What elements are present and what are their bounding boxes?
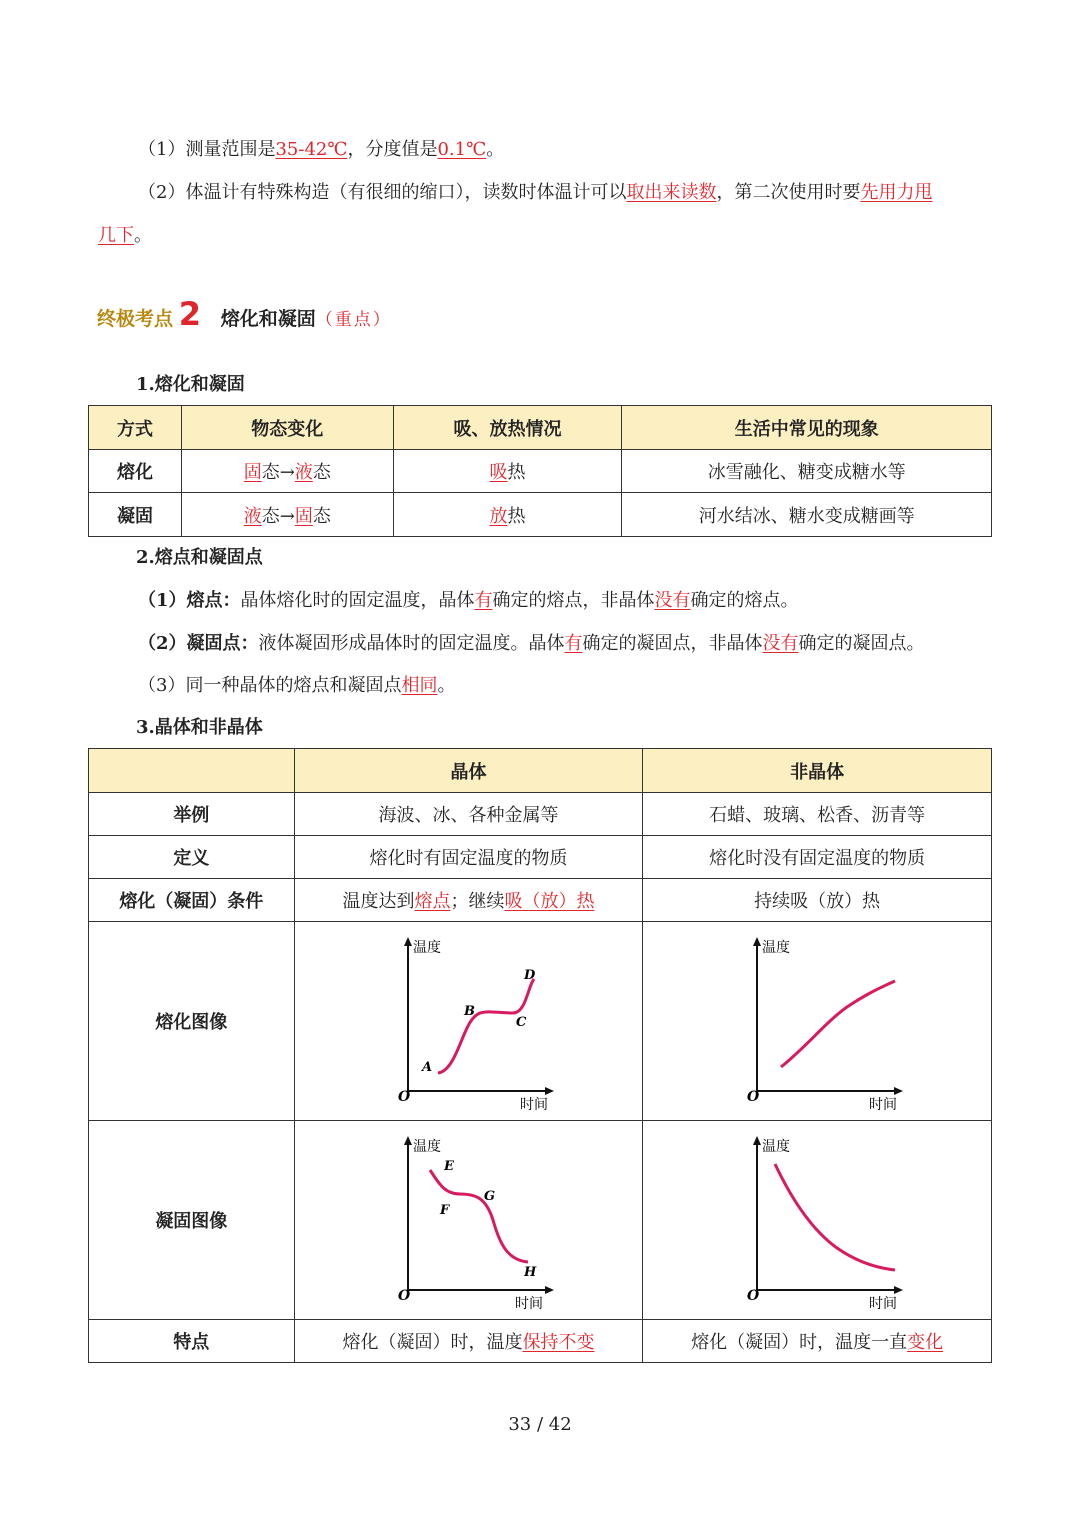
col-header-heat: 吸、放热情况 [393,406,622,450]
x-axis-label: 时间 [520,1097,549,1111]
structure-paragraph: （2）体温计有特殊构造（有很细的缩口），读数时体温计可以取出来读数，第二次使用时要先用力甩 [138,182,933,203]
subheading-1: 1.熔化和凝固 [136,374,245,395]
same-point-paragraph: （3）同一种晶体的熔点和凝固点相同。 [138,675,456,696]
amorphous-freeze-graph-cell [643,1121,992,1320]
y-axis-label: 温度 [762,940,791,956]
table-header-row [89,406,992,450]
freeze-point-paragraph: （2）凝固点：液体凝固形成晶体时的固定温度。晶体有确定的凝固点，非晶体没有确定的凝固点。 [138,633,925,654]
range-paragraph: （1）测量范围是35-42℃，分度值是0.1℃。 [138,139,505,160]
table-row: 定义 熔化时有固定温度的物质 熔化时没有固定温度的物质 [89,836,992,879]
y-axis-label: 温度 [762,1139,791,1155]
origin-label: O [398,1288,411,1304]
point-label-A: A [422,1060,433,1075]
y-axis-arrow [404,937,412,946]
amorphous-melt-curve [781,981,895,1067]
point-label-B: B [464,1004,476,1019]
x-axis-arrow [894,1087,903,1095]
structure-paragraph-cont: 几下。 [98,225,152,246]
table-row: 凝固图像 温度 时间 O E F G H 温度 时间 O [89,1121,992,1320]
origin-label: O [398,1089,411,1105]
origin-label: O [747,1288,760,1304]
amorphous-melt-graph [717,931,917,1111]
table-row: 特点 熔化（凝固）时，温度保持不变 熔化（凝固）时，温度一直变化 [89,1320,992,1363]
y-axis-arrow [404,1136,412,1145]
table-row [89,450,992,493]
col-header-change: 物态变化 [181,406,393,450]
point-label-H: H [524,1265,537,1280]
range-answer: 35-42℃ [275,139,348,160]
col-header-empty [89,749,295,793]
melt-point-paragraph: （1）熔点：晶体熔化时的固定温度，晶体有确定的熔点，非晶体没有确定的熔点。 [138,590,799,611]
freeze-change: 液态→固态 [181,493,393,537]
subheading-2: 2.熔点和凝固点 [136,547,263,568]
y-axis-label: 温度 [413,1139,442,1155]
section-heading [97,296,392,338]
table-header-row [89,749,992,793]
section-title: 熔化和凝固 [220,308,316,330]
x-axis-label: 时间 [869,1296,898,1310]
crystal-melt-graph [368,931,568,1111]
melt-heat: 吸热 [393,450,622,493]
crystal-table [88,748,992,1363]
x-axis-label: 时间 [515,1296,544,1310]
crystal-melt-graph-cell [294,922,643,1121]
point-label-D: D [524,968,536,983]
page-number: 33 / 42 [508,1414,572,1435]
origin-label: O [747,1089,760,1105]
y-axis-arrow [753,937,761,946]
point-label-G: G [484,1189,496,1204]
point-label-E: E [444,1159,455,1174]
crystal-freeze-graph [368,1130,568,1310]
melt-freeze-table [88,405,992,537]
table-row [89,493,992,537]
point-label-C: C [516,1015,527,1030]
table-row: 熔化（凝固）条件 温度达到熔点；继续吸（放）热 持续吸（放）热 [89,879,992,922]
col-header-amorphous: 非晶体 [643,749,992,793]
section-number: 2 [178,295,202,333]
x-axis-arrow [894,1286,903,1294]
shake-answer: 先用力甩 [860,182,933,203]
table-row: 举例 海波、冰、各种金属等 石蜡、玻璃、松香、沥青等 [89,793,992,836]
shake-answer-cont: 几下 [98,225,134,246]
amorphous-melt-graph-cell [643,922,992,1121]
melt-change: 固态→液态 [181,450,393,493]
table-row: 熔化图像 温度 时间 O A B C D 温度 时间 O [89,922,992,1121]
crystal-freeze-graph-cell [294,1121,643,1320]
melt-example: 冰雪融化、糖变成糖水等 [622,450,992,493]
row-label-melt: 熔化 [89,450,182,493]
amorphous-freeze-graph [717,1130,917,1310]
x-axis-label: 时间 [869,1097,898,1111]
section-note: （重点） [315,310,392,330]
col-header-crystal: 晶体 [294,749,643,793]
col-header-phenomena: 生活中常见的现象 [622,406,992,450]
freeze-example: 河水结冰、糖水变成糖画等 [622,493,992,537]
col-header-mode: 方式 [89,406,182,450]
division-answer: 0.1℃ [437,139,487,160]
amorphous-freeze-curve [775,1164,895,1270]
row-label-freeze: 凝固 [89,493,182,537]
subheading-3: 3.晶体和非晶体 [136,717,263,738]
y-axis-label: 温度 [413,940,442,956]
freeze-heat: 放热 [393,493,622,537]
point-label-F: F [440,1203,450,1218]
x-axis-arrow [545,1087,554,1095]
x-axis-arrow [545,1286,554,1294]
y-axis-arrow [753,1136,761,1145]
read-answer: 取出来读数 [626,182,717,203]
section-label: 终极考点 [97,308,174,330]
